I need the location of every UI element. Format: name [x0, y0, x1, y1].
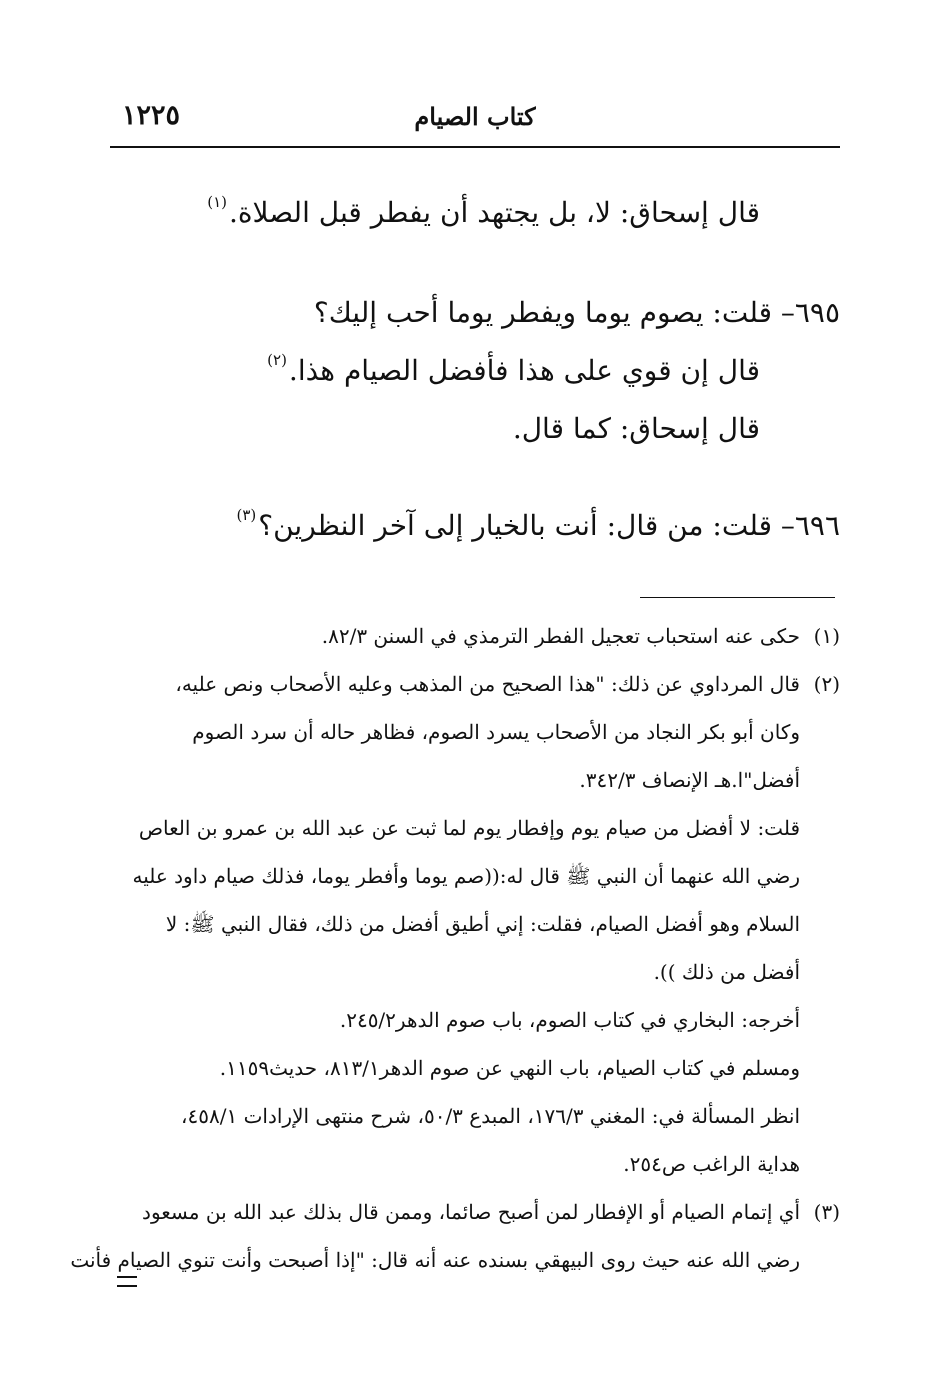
footnote-line: أخرجه: البخاري في كتاب الصوم، باب صوم الدهر٢٤٥/٢.: [339, 1008, 800, 1032]
footnote-line: انظر المسألة في: المغني ١٧٦/٣، المبدع ٥٠/٣، شرح منتهى الإرادات ٤٥٨/١،: [181, 1104, 800, 1128]
running-title: كتاب الصيام: [414, 102, 536, 131]
footnote-ref-2: (٢): [267, 351, 287, 369]
footnote-line: وكان أبو بكر النجاد من الأصحاب يسرد الصوم، فظاهر حاله أن سرد الصوم: [192, 720, 800, 744]
footnote-line: السلام وهو أفضل الصيام، فقلت: إني أطيق أفضل من ذلك، فقال النبي ﷺ: لا: [165, 912, 800, 936]
question-696: [110, 497, 840, 555]
footnote-line: رضي الله عنه حيث روى البيهقي بسنده عنه أنه قال: "إذا أصبحت وأنت تنوي الصيام فأنت: [70, 1248, 800, 1272]
footnote-3: [70, 1188, 840, 1284]
answer-695: قال إن قوي على هذا فأفضل الصيام هذا.$^{(٢)}$: [267, 351, 760, 387]
footnote-line: هداية الراغب ص٢٥٤.: [623, 1152, 800, 1176]
continuation-mark: [117, 1276, 137, 1287]
footnote-number: (٣): [813, 1200, 840, 1224]
ishaq-line: قال إسحاق: لا، بل يجتهد أن يفطر قبل الصلاة.$^{(١)}$: [207, 193, 760, 229]
question-695: [110, 284, 840, 458]
footnote-1: [110, 612, 840, 660]
question-696-text: ٦٩٦– قلت: من قال: أنت بالخيار إلى آخر النظرين؟$^{(٣)}$: [236, 506, 840, 542]
footnote-line: أي إتمام الصيام أو الإفطار لمن أصبح صائما، وممن قال بذلك عبد الله بن مسعود: [142, 1200, 800, 1224]
footnote-line: ومسلم في كتاب الصيام، باب النهي عن صوم الدهر٨١٣/١، حديث١١٥٩.: [219, 1056, 800, 1080]
footnote-number: (٢): [813, 672, 840, 696]
footnote-number: (١): [813, 624, 840, 648]
page-header: [110, 100, 840, 148]
page-number: ١٢٢٥: [122, 100, 181, 131]
footnote-line: أفضل من ذلك )).: [653, 960, 800, 984]
footnote-line: رضي الله عنهما أن النبي ﷺ قال له:((صم يوما وأفطر يوما، فذلك صيام داود عليه: [132, 864, 800, 888]
question-695-text: ٦٩٥– قلت: يصوم يوما ويفطر يوما أحب إليك؟: [313, 296, 840, 329]
footnote-line: أفضل"ا.هـ الإنصاف ٣٤٢/٣.: [579, 768, 800, 792]
footnote-ref-1: (١): [207, 193, 227, 211]
footnote-2: [110, 660, 840, 1188]
footnote-text: حكى عنه استحباب تعجيل الفطر الترمذي في السنن ٨٢/٣.: [321, 624, 800, 648]
header-rule: [110, 146, 840, 148]
footnote-line: قال المرداوي عن ذلك: "هذا الصحيح من المذهب وعليه الأصحاب ونص عليه،: [175, 672, 800, 696]
main-text-block-1: [110, 184, 840, 242]
ishaq-695: قال إسحاق: كما قال.: [512, 412, 760, 445]
footnote-ref-3: (٣): [236, 506, 257, 524]
footnote-divider: [640, 597, 835, 598]
footnotes: [70, 612, 840, 1284]
footnote-line: قلت: لا أفضل من صيام يوم وإفطار يوم لما ثبت عن عبد الله بن عمرو بن العاص: [138, 816, 800, 840]
